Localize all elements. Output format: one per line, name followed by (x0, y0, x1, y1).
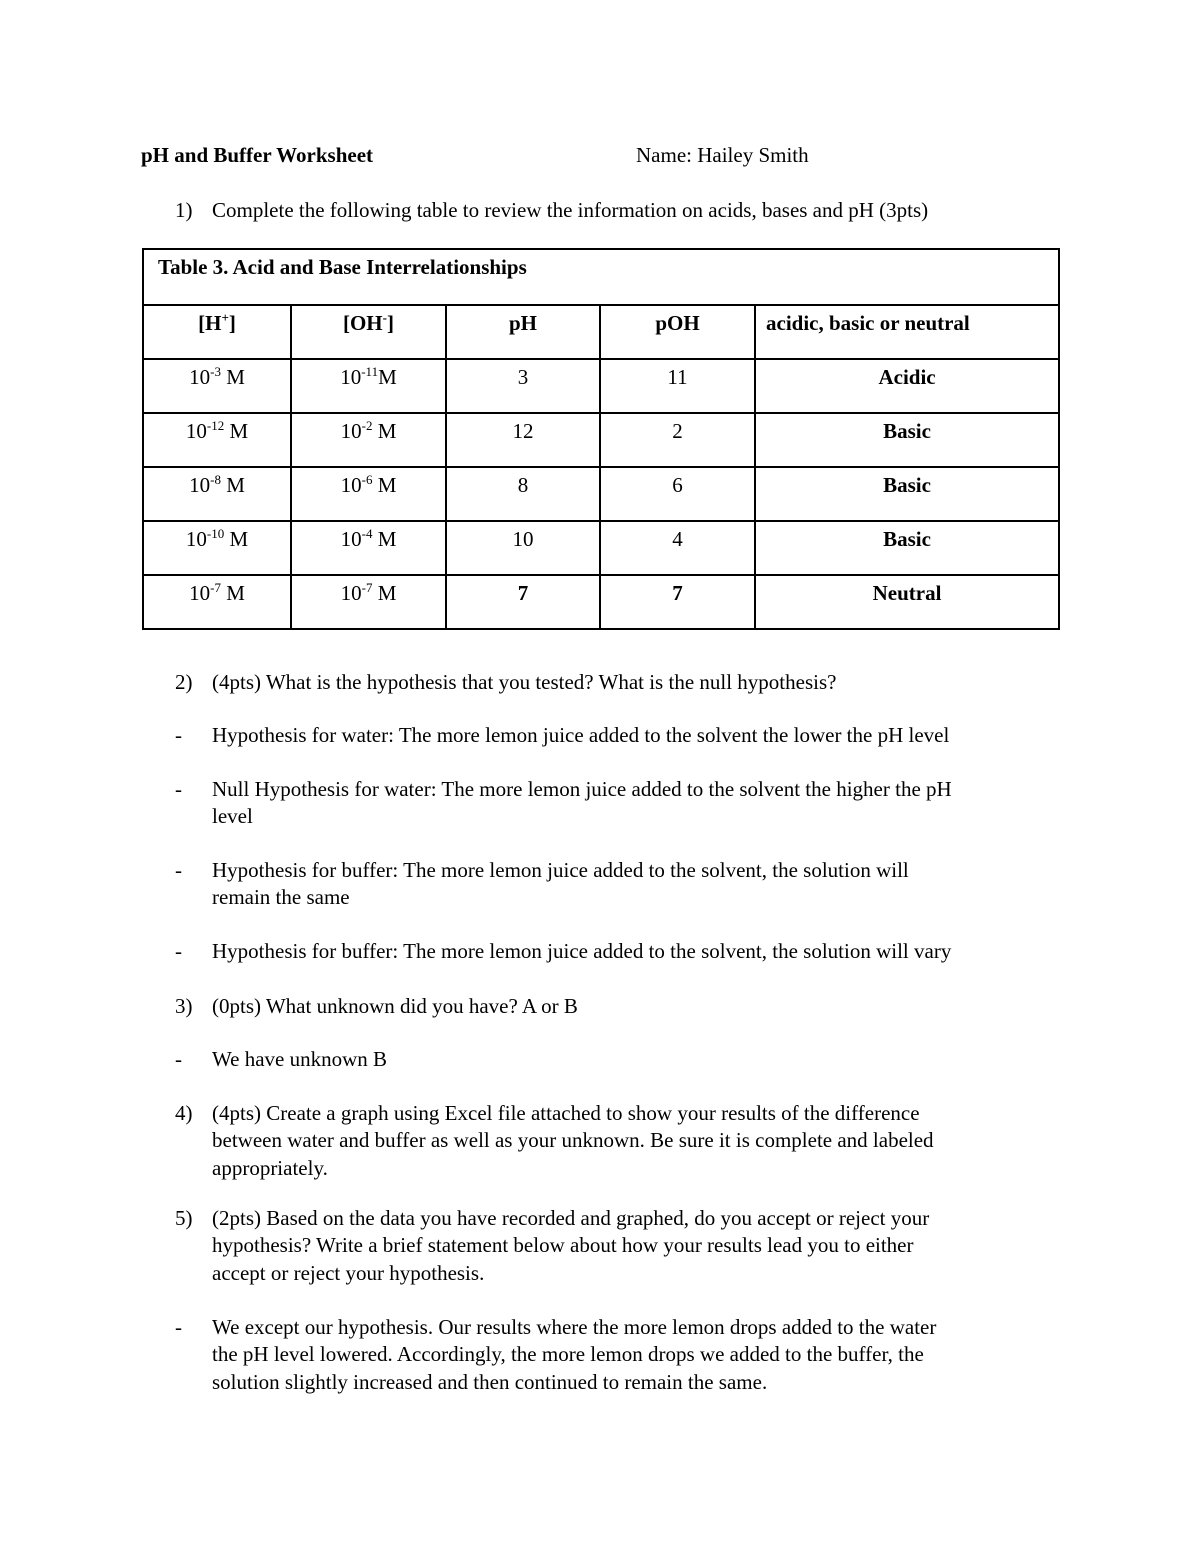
oh-concentration-cell: $10^{-4}$ M (340, 526, 397, 551)
poh-cell: 11 (667, 365, 688, 389)
table-row (143, 521, 1059, 575)
question-text-continued: appropriately. (212, 1156, 328, 1180)
answer-text: Null Hypothesis for water: The more lemon juice added to the solvent the higher the pH (212, 777, 952, 801)
table-row (143, 359, 1059, 413)
question-text: (2pts) Based on the data you have recorded and graphed, do you accept or reject your (212, 1206, 930, 1230)
answer-text: We have unknown B (212, 1047, 388, 1071)
worksheet-title: pH and Buffer Worksheet (141, 143, 374, 167)
question-number: 1) (175, 198, 193, 222)
question-text: (4pts) What is the hypothesis that you tested? What is the null hypothesis? (212, 670, 837, 694)
header-classification: acidic, basic or neutral (766, 311, 970, 335)
oh-concentration-cell: $10^{-11}M$ (340, 364, 397, 389)
ph-cell: 8 (517, 473, 529, 497)
ph-cell: 10 (512, 527, 534, 551)
header-ph: pH (508, 311, 537, 335)
table-row (143, 575, 1059, 629)
h-concentration-cell: $10^{-3}$ M (189, 364, 245, 389)
answer-dash: - (175, 1315, 182, 1339)
classification-cell: Acidic (878, 365, 936, 389)
header-poh: pOH (655, 311, 700, 335)
question-text: (0pts) What unknown did you have? A or B (212, 994, 578, 1018)
poh-cell: 6 (672, 473, 683, 497)
question-number: 2) (175, 670, 193, 694)
answer-dash: - (175, 777, 182, 801)
poh-cell: 7 (672, 581, 683, 605)
ph-cell: 12 (512, 419, 534, 443)
classification-cell: Neutral (872, 581, 942, 605)
answer-text-continued: level (212, 804, 253, 828)
table-caption-row (143, 249, 1059, 305)
header-h-concentration: [H+] (198, 310, 236, 335)
worksheet-header (141, 143, 1041, 173)
table-row (143, 467, 1059, 521)
h-concentration-cell: $10^{-8}$ M (189, 472, 245, 497)
oh-concentration-cell: $10^{-7}$ M (340, 580, 397, 605)
table-caption: Table 3. Acid and Base Interrelationships (158, 255, 527, 279)
answer-text-continued: remain the same (212, 885, 350, 909)
ph-cell: 3 (517, 365, 529, 389)
answer-text-continued: the pH level lowered. Accordingly, the more lemon drops we added to the buffer, the (212, 1342, 924, 1366)
answer-text: Hypothesis for buffer: The more lemon juice added to the solvent, the solution will (212, 858, 909, 882)
classification-cell: Basic (883, 527, 931, 551)
h-concentration-cell: $10^{-7}$ M (189, 580, 245, 605)
oh-concentration-cell: $10^{-2}$ M (340, 418, 397, 443)
answer-text: Hypothesis for buffer: The more lemon juice added to the solvent, the solution will vary (212, 939, 952, 963)
answer-text-continued: solution slightly increased and then continued to remain the same. (212, 1370, 768, 1394)
answer-dash: - (175, 939, 182, 963)
question-number: 4) (175, 1101, 193, 1125)
classification-cell: Basic (883, 419, 931, 443)
header-oh-concentration: [OH-] (342, 310, 394, 335)
question-text-continued: hypothesis? Write a brief statement below about how your results lead you to either (212, 1233, 914, 1257)
ph-cell: 7 (517, 581, 529, 605)
answer-dash: - (175, 1047, 182, 1071)
question-number: 5) (175, 1206, 193, 1230)
answer-text: We except our hypothesis. Our results where the more lemon drops added to the water (212, 1315, 937, 1339)
acid-base-table (142, 248, 1060, 630)
student-name: Name: Hailey Smith (636, 143, 809, 167)
table-row (143, 413, 1059, 467)
table-header-row (143, 305, 1059, 359)
h-concentration-cell: $10^{-12}$ M (185, 418, 249, 443)
question-text-continued: between water and buffer as well as your unknown. Be sure it is complete and labeled (212, 1128, 934, 1152)
question-number: 3) (175, 994, 193, 1018)
h-concentration-cell: $10^{-10}$ M (185, 526, 249, 551)
answer-dash: - (175, 723, 182, 747)
poh-cell: 2 (672, 419, 683, 443)
question-text: Complete the following table to review the information on acids, bases and pH (3pts) (212, 198, 929, 222)
answer-dash: - (175, 858, 182, 882)
classification-cell: Basic (883, 473, 931, 497)
answer-text: Hypothesis for water: The more lemon juice added to the solvent the lower the pH level (212, 723, 950, 747)
oh-concentration-cell: $10^{-6}$ M (340, 472, 397, 497)
question-text-continued: accept or reject your hypothesis. (212, 1261, 485, 1285)
poh-cell: 4 (672, 527, 683, 551)
question-text: (4pts) Create a graph using Excel file attached to show your results of the difference (212, 1101, 920, 1125)
